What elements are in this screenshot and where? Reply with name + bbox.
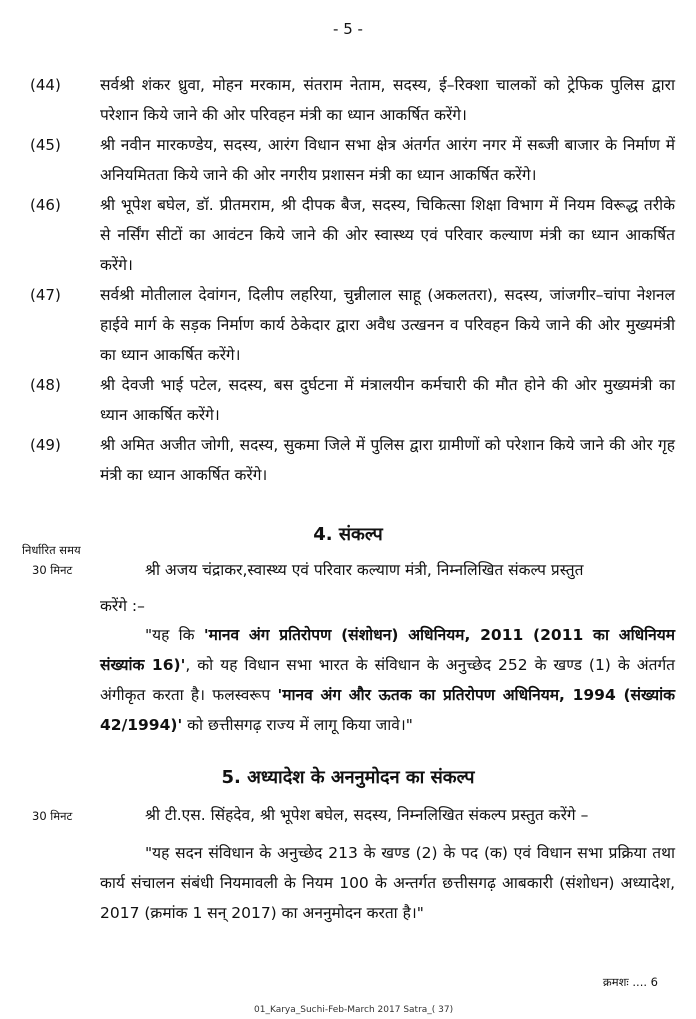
act-title-1994: 'मानव अंग और ऊतक का प्रतिरोपण अधिनियम, 1994 (संख्यांक 42/1994)' [100,686,675,734]
section-4-quote [100,620,675,740]
section-4-intro-line2: करेंगे :– [100,597,145,615]
act-title-2011: 'मानव अंग प्रतिरोपण (संशोधन) अधिनियम, 2011 (2011 का अधिनियम संख्यांक 16)' [100,626,675,674]
section-4-heading: 4. संकल्प [313,524,383,545]
quote-open: "यह कि [145,626,204,644]
section-5-time: 30 मिनट [32,809,73,823]
section-5-heading: 5. अध्यादेश के अननुमोदन का संकल्प [221,767,475,788]
item-text: सर्वश्री शंकर ध्रुवा, मोहन मरकाम, संतराम नेताम, सदस्य, ई–रिक्शा चालकों को ट्रेफिक पुलिस द्वारा परेशान किये जाने की ओर परिवहन मंत्री का ध्यान आकर्षित करेंगे। [100,76,675,124]
item-number: (48) [30,376,61,394]
item-text: श्री अमित अजीत जोगी, सदस्य, सुकमा जिले में पुलिस द्वारा ग्रामीणों को परेशान किये जाने की ओर गृह मंत्री का ध्यान आकर्षित करेंगे। [100,436,675,484]
allotted-time-label: निर्धारित समय [22,543,81,557]
page-number: - 5 - [333,20,363,38]
quote-middle: , को यह विधान सभा भारत के संविधान के अनुच्छेद 252 के खण्ड (1) के अंतर्गत अंगीकृत करता है। फलस्वरूप [100,656,676,704]
document-footer: 01_Karya_Suchi-Feb-March 2017 Satra_( 37) [254,1005,454,1015]
item-text: श्री नवीन मारकण्डेय, सदस्य, आरंग विधान सभा क्षेत्र अंतर्गत आरंग नगर में सब्जी बाजार के निर्माण में अनियमितता किये जाने की ओर नगरीय प्रशासन मंत्री का ध्यान आकर्षित करेंगे। [100,136,675,184]
item-number: (49) [30,436,61,454]
item-number: (46) [30,196,61,214]
item-number: (45) [30,136,61,154]
item-text: श्री भूपेश बघेल, डॉ. प्रीतमराम, श्री दीपक बैज, सदस्य, चिकित्सा शिक्षा विभाग में नियम विरूद्ध तरीके से नर्सिंग सीटों का आवंटन किये जाने की ओर स्वास्थ्य एवं परिवार कल्याण मंत्री का ध्यान आकर्षित करेंगे। [100,196,675,274]
item-number: (47) [30,286,61,304]
item-text: सर्वश्री मोतीलाल देवांगन, दिलीप लहरिया, चुन्नीलाल साहू (अकलतरा), सदस्य, जांजगीर–चांपा नेशनल हाईवे मार्ग के सड़क निर्माण कार्य ठेकेदार द्वारा अवैध उत्खनन व परिवहन किये जाने की ओर मुख्यमंत्री का ध्यान आकर्षित करेंगे। [100,286,675,364]
section-4-time: 30 मिनट [32,563,73,577]
item-text: श्री देवजी भाई पटेल, सदस्य, बस दुर्घटना में मंत्रालयीन कर्मचारी की मौत होने की ओर मुख्यमंत्री का ध्यान आकर्षित करेंगे। [100,376,675,424]
section-4-intro-line1: श्री अजय चंद्राकर,स्वास्थ्य एवं परिवार कल्याण मंत्री, निम्नलिखित संकल्प प्रस्तुत [145,561,584,579]
section-5-quote: "यह सदन संविधान के अनुच्छेद 213 के खण्ड (2) के पद (क) एवं विधान सभा प्रक्रिया तथा कार्य संचालन संबंधी नियमावली के नियम 100 के अन्तर्गत छत्तीसगढ़ आबकारी (संशोधन) अध्यादेश, 2017 (क्रमांक 1 सन् 2017) का अननुमोदन करता है।" [100,844,675,922]
item-number: (44) [30,76,61,94]
quote-end: को छत्तीसगढ़ राज्य में लागू किया जावे।" [182,716,413,734]
continued-note: क्रमशः .... 6 [602,975,658,989]
section-5-intro: श्री टी.एस. सिंहदेव, श्री भूपेश बघेल, सदस्य, निम्नलिखित संकल्प प्रस्तुत करेंगे – [145,806,589,824]
